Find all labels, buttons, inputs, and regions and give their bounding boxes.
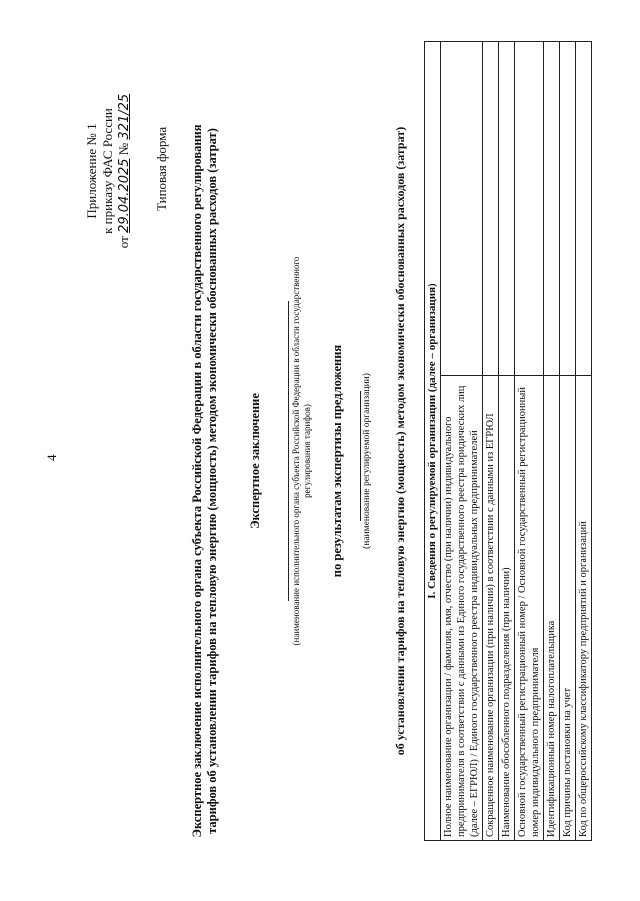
row-label-subdivision: Наименование обособленного подразделения (при наличии) <box>499 376 515 841</box>
appendix-order-ref: к приказу ФАС России <box>100 108 115 234</box>
form-type-label: Типовая форма <box>154 126 169 211</box>
table-row <box>576 42 592 841</box>
table-row <box>560 42 576 841</box>
section-title: I. Сведения о регулируемой организации (далее – организация) <box>425 42 441 841</box>
row-value-kpp[interactable] <box>560 42 576 376</box>
row-label-inn: Идентификационный номер налогоплательщика <box>544 376 560 841</box>
table-row <box>441 42 483 841</box>
row-label-full-name: Полное наименование организации / фамилия, имя, отчество (при наличии) индивидуального предпринимателя в соответствии с данными из Единого государственного реестра юридических лиц (далее – ЕГРЮЛ) / Единого государственного реестра индивидуальных предпринимателей <box>441 376 483 841</box>
row-value-full-name[interactable] <box>441 42 483 376</box>
table-row <box>515 42 544 841</box>
table-section-header <box>425 42 441 841</box>
organization-info-table <box>424 41 592 841</box>
document-title: Экспертное заключение исполнительного органа субъекта Российской Федерации в области государственного регулирования тарифов об установлении тарифов на тепловую энергию (мощность) методом экономически обоснованных расходов (затрат) <box>190 124 219 838</box>
row-value-short-name[interactable] <box>483 42 499 376</box>
appendix-date-line <box>116 51 133 291</box>
appendix-block <box>84 51 133 291</box>
row-label-short-name: Сокращенное наименование организации (при наличии) в соответствии с данными из ЕГРЮЛ <box>483 376 499 841</box>
row-value-inn[interactable] <box>544 42 560 376</box>
appendix-title: Приложение № 1 <box>84 123 99 219</box>
row-value-ogrn[interactable] <box>515 42 544 376</box>
row-label-kpp: Код причины постановки на учет <box>560 376 576 841</box>
row-value-subdivision[interactable] <box>499 42 515 376</box>
regulated-org-fill-line <box>360 391 361 521</box>
number-prefix: № <box>116 142 131 156</box>
org-name-caption: (наименование исполнительного органа субъекта Российской Федерации в области государственного регулирования тарифов) <box>291 256 312 646</box>
row-value-okpo[interactable] <box>576 42 592 376</box>
row-label-ogrn: Основной государственный регистрационный номер / Основной государственный регистрационный номер индивидуального предпринимателя <box>515 376 544 841</box>
date-prefix: от <box>116 236 131 249</box>
handwritten-date: 29.04.2025 <box>117 158 132 233</box>
table-row <box>499 42 515 841</box>
row-label-okpo: Код по общероссийскому классификатору предприятий и организаций <box>576 376 592 841</box>
regulated-org-caption: (наименование регулируемой организации) <box>362 373 372 549</box>
results-heading: по результатам экспертизы предложения <box>330 344 344 578</box>
handwritten-number: 321/25 <box>117 93 132 140</box>
table-row <box>483 42 499 841</box>
org-name-fill-line <box>288 301 289 601</box>
expert-conclusion-heading: Экспертное заключение <box>248 393 262 529</box>
page-number: 4 <box>44 454 59 461</box>
purpose-heading: об установлении тарифов на тепловую энергию (мощность) методом экономически обоснованных расходов (затрат) <box>393 126 407 756</box>
table-row <box>544 42 560 841</box>
